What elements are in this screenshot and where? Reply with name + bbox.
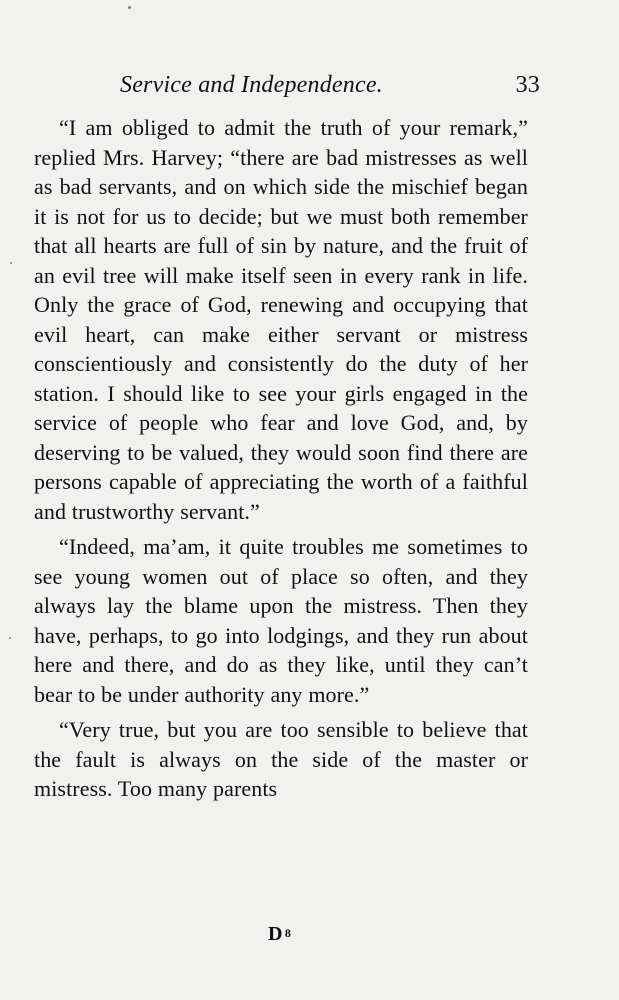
- paragraph-1: “I am obliged to admit the truth of your remark,” replied Mrs. Harvey; “there are bad mistresses as well as bad servants, and on which side the mischief began it is not for us to decide; but we must both remember that all hearts are full of sin by nature, and the fruit of an evil tree will make itself seen in every rank in life. Only the grace of God, renewing and occupying that evil heart, can make either servant or mistress conscientiously and consistently do the duty of her station. I should like to see your girls engaged in the service of people who fear and love God, and, by deserving to be valued, they would soon find there are persons capable of appreciating the worth of a faithful and trustworthy servant.”: [34, 115, 528, 524]
- paper-speck: [128, 6, 131, 9]
- signature-letter: D: [268, 923, 283, 945]
- signature-superscript: 8: [284, 926, 292, 940]
- body-text: [34, 113, 528, 810]
- page-number: 33: [515, 72, 540, 98]
- running-head: Service and Independence.: [120, 72, 383, 98]
- paragraph-2: “Indeed, ma’am, it quite troubles me sometimes to see young women out of place so often, and they always lay the blame upon the mistress. Then they have, perhaps, to go into lodgings, and they run about here and there, and do as they like, until they can’t bear to be under authority any more.”: [34, 534, 528, 707]
- page-header: [120, 68, 540, 102]
- signature-mark: [268, 922, 291, 946]
- paper-speck: [10, 262, 12, 264]
- paper-speck: [9, 637, 11, 639]
- paragraph-3: “Very true, but you are too sensible to believe that the fault is always on the side of the master or mistress. Too many parents: [34, 717, 528, 801]
